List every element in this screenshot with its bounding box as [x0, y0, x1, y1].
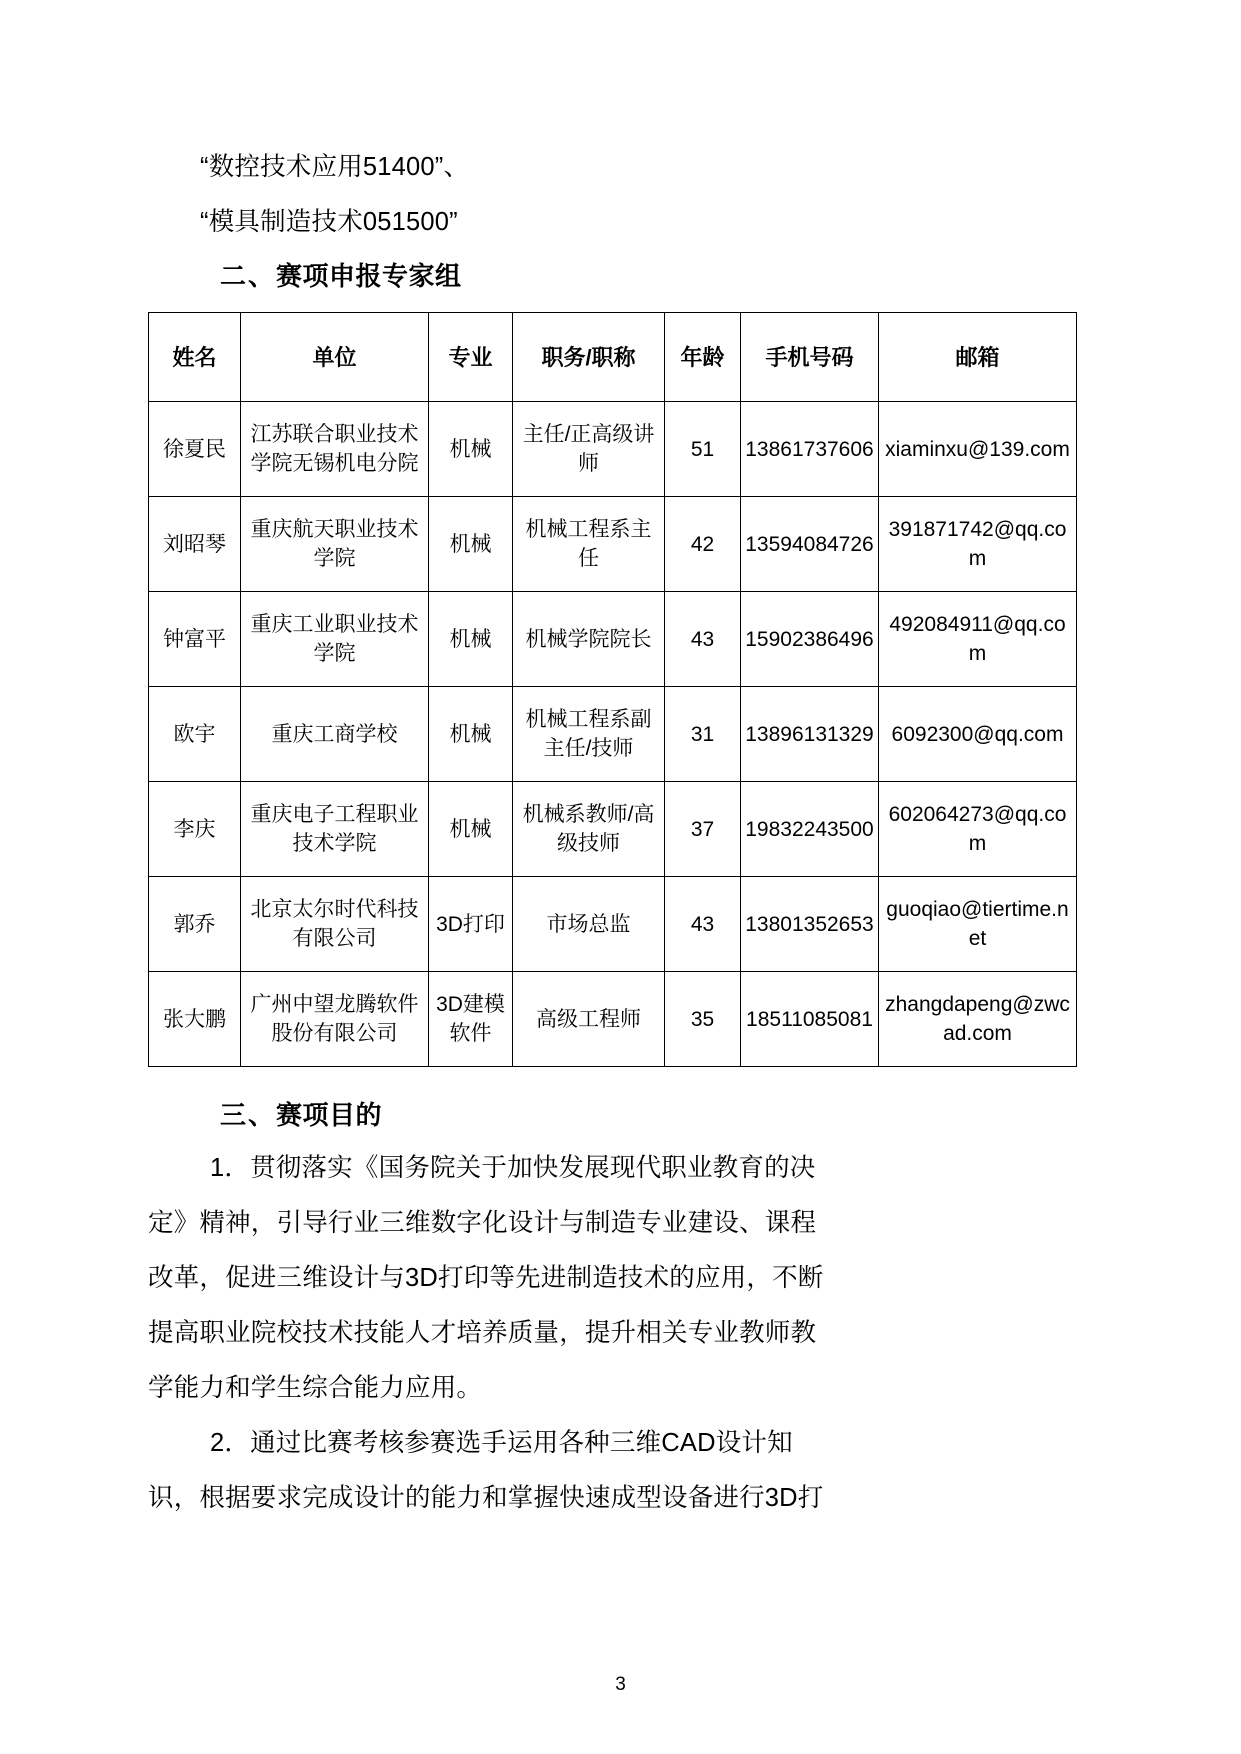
section-heading-two-text: 赛项申报专家组 — [276, 261, 462, 291]
table-row — [149, 972, 1077, 1067]
cell-major: 3D建模软件 — [429, 972, 513, 1067]
cell-unit: 重庆工业职业技术学院 — [241, 592, 429, 687]
objectives-block — [148, 1141, 1078, 1526]
cell-phone: 13896131329 — [741, 687, 879, 782]
page-number: 3 — [615, 1674, 626, 1695]
top-line-2: “模具制造技术051500” — [200, 208, 458, 236]
cell-unit: 重庆航天职业技术学院 — [241, 497, 429, 592]
after-table-block — [148, 1089, 1078, 1526]
section-heading-three — [148, 1089, 1078, 1141]
body-line-5: 学能力和学生综合能力应用。 — [148, 1374, 483, 1402]
top-lines-block — [148, 140, 1078, 250]
cell-major: 机械 — [429, 497, 513, 592]
cell-age: 43 — [665, 877, 741, 972]
cell-title: 主任/正高级讲师 — [513, 402, 665, 497]
cell-phone: 19832243500 — [741, 782, 879, 877]
cell-phone: 13594084726 — [741, 497, 879, 592]
cell-title: 机械工程系副主任/技师 — [513, 687, 665, 782]
cell-phone: 13801352653 — [741, 877, 879, 972]
cell-age: 37 — [665, 782, 741, 877]
cell-email: zhangdapeng@zwcad.com — [879, 972, 1077, 1067]
cell-age: 35 — [665, 972, 741, 1067]
table-header-row — [149, 313, 1077, 402]
cell-title: 机械学院院长 — [513, 592, 665, 687]
cell-title: 机械工程系主任 — [513, 497, 665, 592]
table-row — [149, 877, 1077, 972]
cell-name: 郭乔 — [149, 877, 241, 972]
cell-name: 刘昭琴 — [149, 497, 241, 592]
cell-email: xiaminxu@139.com — [879, 402, 1077, 497]
cell-unit: 江苏联合职业技术学院无锡机电分院 — [241, 402, 429, 497]
section-heading-three-number: 三、 — [220, 1100, 277, 1130]
cell-name: 欧宇 — [149, 687, 241, 782]
body-line-2: 定》精神，引导行业三维数字化设计与制造专业建设、课程 — [148, 1209, 817, 1237]
cell-unit: 重庆工商学校 — [241, 687, 429, 782]
cell-unit: 重庆电子工程职业技术学院 — [241, 782, 429, 877]
section-heading-two-number: 二、 — [220, 261, 277, 291]
cell-age: 31 — [665, 687, 741, 782]
column-header-major: 专业 — [429, 313, 513, 402]
cell-title: 机械系教师/高级技师 — [513, 782, 665, 877]
column-header-email: 邮箱 — [879, 313, 1077, 402]
cell-name: 钟富平 — [149, 592, 241, 687]
table-row — [149, 592, 1077, 687]
cell-email: guoqiao@tiertime.net — [879, 877, 1077, 972]
expert-table-body — [149, 402, 1077, 1067]
cell-title: 市场总监 — [513, 877, 665, 972]
cell-age: 42 — [665, 497, 741, 592]
cell-title: 高级工程师 — [513, 972, 665, 1067]
table-row — [149, 687, 1077, 782]
cell-name: 徐夏民 — [149, 402, 241, 497]
column-header-phone: 手机号码 — [741, 313, 879, 402]
cell-email: 602064273@qq.com — [879, 782, 1077, 877]
section-heading-three-text: 赛项目的 — [276, 1100, 383, 1130]
cell-major: 3D打印 — [429, 877, 513, 972]
cell-age: 43 — [665, 592, 741, 687]
cell-unit: 北京太尔时代科技有限公司 — [241, 877, 429, 972]
column-header-name: 姓名 — [149, 313, 241, 402]
section-heading-two — [148, 250, 1078, 302]
body-line-3: 改革，促进三维设计与3D打印等先进制造技术的应用，不断 — [148, 1264, 824, 1292]
column-header-title: 职务/职称 — [513, 313, 665, 402]
expert-table — [148, 312, 1077, 1067]
top-line-1: “数控技术应用51400”、 — [200, 153, 470, 181]
table-row — [149, 497, 1077, 592]
cell-email: 6092300@qq.com — [879, 687, 1077, 782]
cell-name: 张大鹏 — [149, 972, 241, 1067]
cell-major: 机械 — [429, 782, 513, 877]
body-line-4: 提高职业院校技术技能人才培养质量，提升相关专业教师教 — [148, 1319, 817, 1347]
table-row — [149, 402, 1077, 497]
body-line-1: 1．贯彻落实《国务院关于加快发展现代职业教育的决 — [210, 1154, 816, 1182]
cell-phone: 15902386496 — [741, 592, 879, 687]
page-content — [148, 140, 1078, 1526]
cell-phone: 13861737606 — [741, 402, 879, 497]
cell-name: 李庆 — [149, 782, 241, 877]
column-header-age: 年龄 — [665, 313, 741, 402]
column-header-unit: 单位 — [241, 313, 429, 402]
cell-major: 机械 — [429, 592, 513, 687]
cell-age: 51 — [665, 402, 741, 497]
cell-major: 机械 — [429, 402, 513, 497]
body-line-6: 2．通过比赛考核参赛选手运用各种三维CAD设计知 — [210, 1429, 793, 1457]
table-row — [149, 782, 1077, 877]
cell-phone: 18511085081 — [741, 972, 879, 1067]
cell-major: 机械 — [429, 687, 513, 782]
body-line-7: 识，根据要求完成设计的能力和掌握快速成型设备进行3D打 — [148, 1484, 824, 1512]
cell-email: 391871742@qq.com — [879, 497, 1077, 592]
cell-unit: 广州中望龙腾软件股份有限公司 — [241, 972, 429, 1067]
cell-email: 492084911@qq.com — [879, 592, 1077, 687]
